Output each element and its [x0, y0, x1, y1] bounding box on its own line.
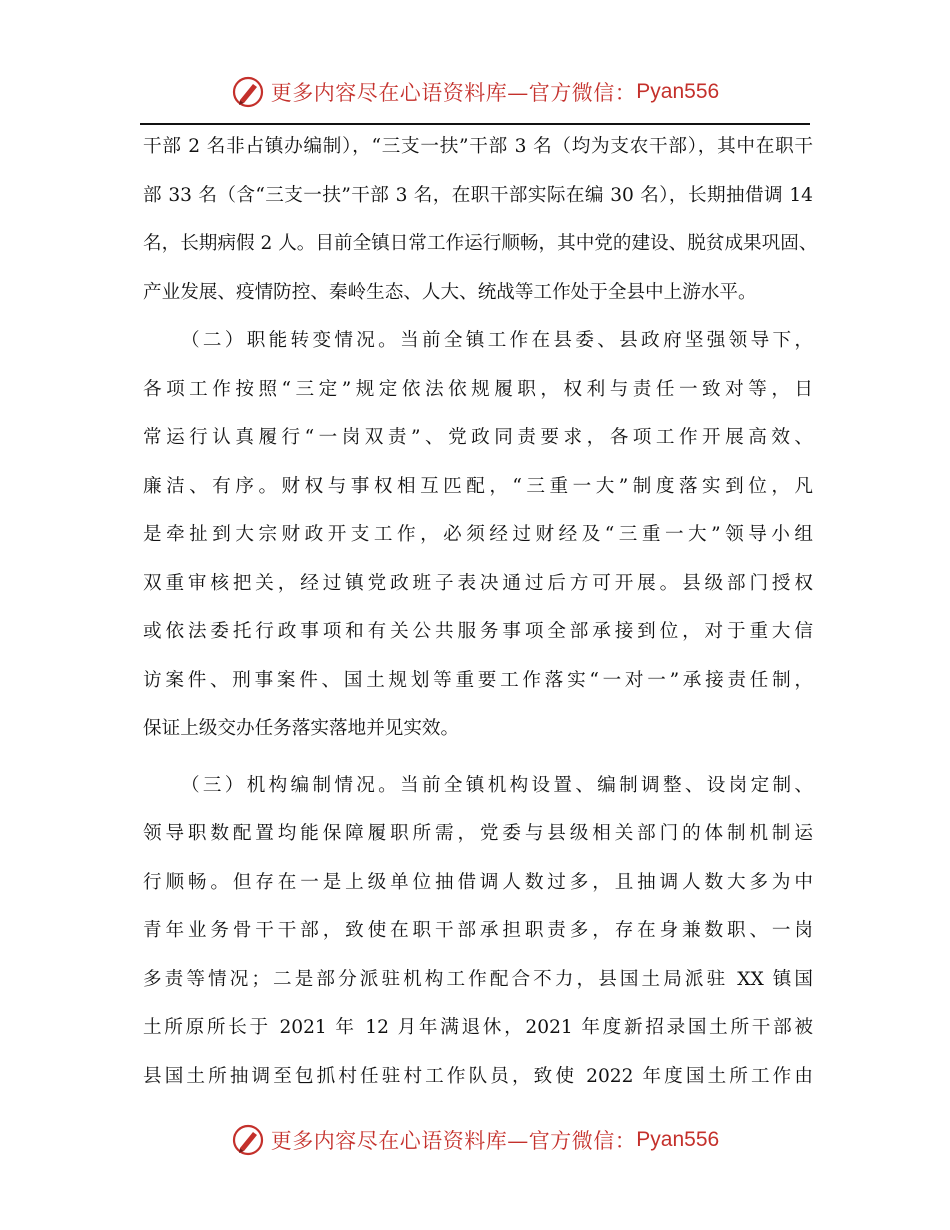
- text-line: 青年业务骨干干部，致使在职干部承担职责多，存在身兼数职、一岗: [143, 920, 813, 941]
- text-line: 各项工作按照“三定”规定依法依规履职，权利与责任一致对等，日: [143, 378, 813, 400]
- pen-logo-icon: [231, 1123, 265, 1157]
- banner-wechat-id: Pyan556: [636, 1128, 720, 1151]
- text-line: 行顺畅。但存在一是上级单位抽借调人数过多，且抽调人数大多为中: [143, 871, 813, 893]
- text-line: （三）机构编制情况。当前全镇机构设置、编制调整、设岗定制、: [181, 774, 813, 796]
- footer-banner: [0, 1120, 950, 1160]
- paragraph-3: [143, 762, 813, 1102]
- document-body: [143, 123, 818, 1101]
- text-line: 部 33 名（含“三支一扶”干部 3 名，在职干部实际在编 30 名），长期抽借调 14: [143, 184, 813, 206]
- banner-text: 更多内容尽在心语资料库—官方微信：: [270, 81, 637, 105]
- banner-text: 更多内容尽在心语资料库—官方微信：: [270, 1129, 637, 1153]
- text-line: 土所原所长于 2021 年 12 月年满退休，2021 年度新招录国土所干部被: [143, 1017, 813, 1038]
- header-banner: [0, 72, 950, 112]
- text-line: 保证上级交办任务落实落地并见实效。: [143, 718, 460, 739]
- text-line: 访案件、刑事案件、国土规划等重要工作落实“一对一”承接责任制，: [143, 669, 813, 691]
- text-line: 名，长期病假 2 人。目前全镇日常工作运行顺畅，其中党的建设、脱贫成果巩固、: [143, 233, 818, 254]
- text-line: 或依法委托行政事项和有关公共服务事项全部承接到位，对于重大信: [143, 621, 813, 642]
- text-line: 是牵扯到大宗财政开支工作，必须经过财经及“三重一大”领导小组: [143, 524, 813, 545]
- text-line: 产业发展、疫情防控、秦岭生态、人大、统战等工作处于全县中上游水平。: [143, 281, 757, 303]
- text-line: 干部 2 名非占镇办编制），“三支一扶”干部 3 名（均为支农干部），其中在职干: [143, 136, 813, 157]
- text-line: 廉洁、有序。财权与事权相互匹配，“三重一大”制度落实到位，凡: [143, 475, 813, 497]
- text-line: 县国土所抽调至包抓村任驻村工作队员，致使 2022 年度国土所工作由: [143, 1065, 813, 1087]
- pen-logo-icon: [231, 75, 265, 109]
- text-line: 多责等情况；二是部分派驻机构工作配合不力，县国土局派驻 XX 镇国: [143, 968, 813, 990]
- text-line: 双重审核把关，经过镇党政班子表决通过后方可开展。县级部门授权: [143, 572, 813, 594]
- text-line: （二）职能转变情况。当前全镇工作在县委、县政府坚强领导下，: [181, 330, 813, 351]
- text-line: 常运行认真履行“一岗双责”、党政同责要求，各项工作开展高效、: [143, 427, 813, 448]
- text-line: 领导职数配置均能保障履职所需，党委与县级相关部门的体制机制运: [143, 823, 813, 844]
- banner-wechat-id: Pyan556: [636, 80, 720, 103]
- paragraph-2: [143, 317, 813, 754]
- paragraph-1: [143, 123, 818, 317]
